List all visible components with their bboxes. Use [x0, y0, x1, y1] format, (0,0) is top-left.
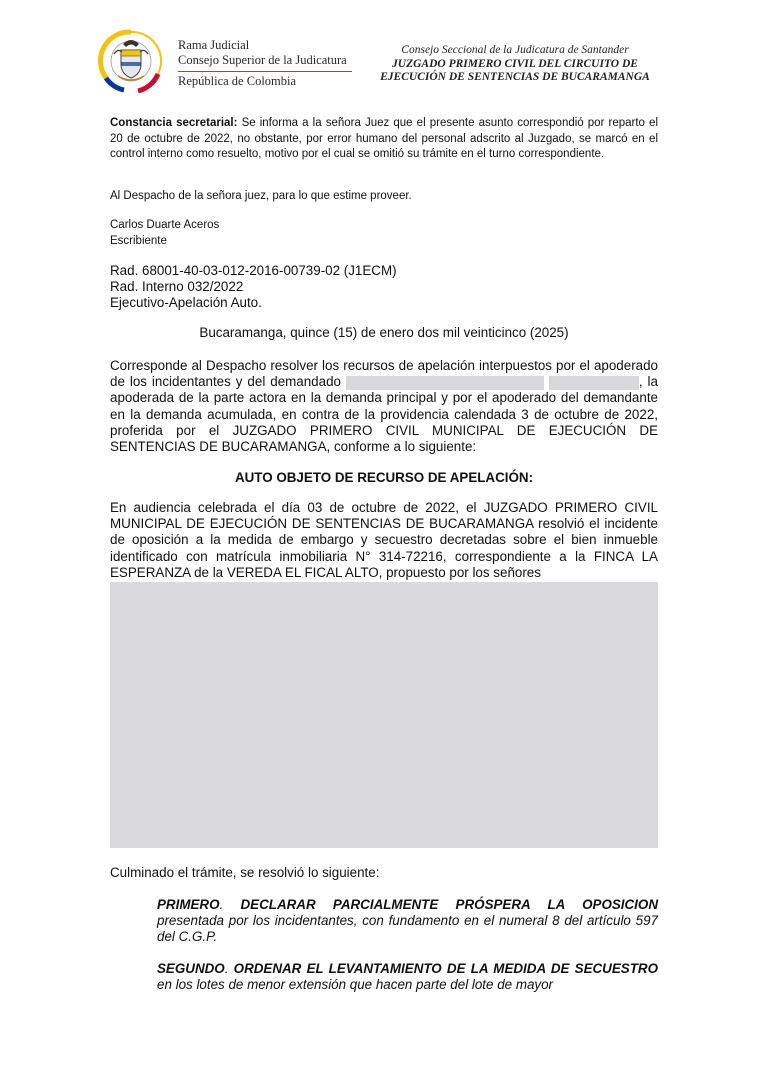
resolution-action: DECLARAR PARCIALMENTE PRÓSPERA LA OPOSICION [240, 897, 658, 912]
al-despacho-line: Al Despacho de la señora juez, para lo que estime proveer. [110, 190, 412, 202]
organization-name [178, 38, 347, 68]
judicial-logo [92, 24, 362, 94]
constancia-label: Constancia secretarial: [110, 117, 238, 129]
court-name: JUZGADO PRIMERO CIVIL DEL CIRCUITO DE EJECUCIÓN DE SENTENCIAS DE BUCARAMANGA [380, 57, 650, 83]
redacted-name-1 [346, 376, 544, 390]
court-header [360, 44, 670, 85]
resolution-primero [157, 897, 658, 946]
signer-name: Carlos Duarte Aceros [110, 219, 220, 231]
resolution-lead: SEGUNDO [157, 961, 225, 976]
org-divider [178, 71, 352, 72]
resolution-action: ORDENAR EL LEVANTAMIENTO DE LA MEDIDA DE SECUESTRO [233, 961, 658, 976]
case-radicado: Rad. 68001-40-03-012-2016-00739-02 (J1ECM) [110, 263, 397, 278]
org-country: República de Colombia [178, 74, 297, 88]
constancia-paragraph [110, 116, 658, 163]
org-line-1: Rama Judicial [178, 38, 250, 52]
resolution-text: en los lotes de menor extensión que hacen parte del lote de mayor [157, 977, 554, 993]
culminado-line: Culminado el trámite, se resolvió lo siguiente: [110, 865, 380, 880]
redacted-name-2 [549, 376, 639, 390]
intro-text-2: , la apoderada de la parte actora en la demanda principal y por el apoderado del demandante en la demanda acumulada, en contra de la providencia calendada 3 de octubre de 2022, proferida por el JUZGADO PRIMERO CIVIL MUNICIPAL DE EJECUCIÓN DE SENTENCIAS DE BUCARAMANGA, conforme a lo siguiente: [110, 374, 658, 455]
intro-paragraph [110, 358, 658, 455]
resolution-text: presentada por los incidentantes, con fundamento en el numeral 8 del artículo 597 del C.G.P. [157, 913, 658, 945]
redacted-block [110, 582, 658, 848]
audiencia-paragraph: En audiencia celebrada el día 03 de octubre de 2022, el JUZGADO PRIMERO CIVIL MUNICIPAL DE EJECUCIÓN DE SENTENCIAS DE BUCARAMANGA resolvió el incidente de oposición a la medida de embargo y secuestro decretadas sobre el bien inmueble identificado con matrícula inmobiliaria N° 314-72216, correspondiente a la FINCA LA ESPERANZA de la VEREDA EL FICAL ALTO, propuesto por los señores [110, 500, 658, 580]
resolution-dot: . [224, 961, 234, 976]
case-internal-number: Rad. Interno 032/2022 [110, 279, 244, 295]
signer-block [110, 218, 658, 249]
section-title: AUTO OBJETO DE RECURSO DE APELACIÓN: [234, 470, 534, 485]
constancia-text: Se informa a la señora Juez que el presente asunto correspondió por reparto el 20 de octubre de 2022, no obstante, por error humano del personal adscrito al Juzgado, se marcó en el control interno como resuelto, motivo por el cual se omitió su trámite en el turno correspondiente. [110, 117, 658, 160]
resolution-lead: PRIMERO [157, 897, 220, 912]
signer-role: Escribiente [110, 234, 167, 247]
org-line-2: Consejo Superior de la Judicatura [178, 53, 347, 67]
intro-text-1: Corresponde al Despacho resolver los recursos de apelación interpuestos por el apoderado de los incidentantes y del demandado [110, 358, 658, 390]
colombia-coat-of-arms-icon [96, 26, 166, 96]
date-line: Bucaramanga, quince (15) de enero dos mil veinticinco (2025) [199, 325, 569, 340]
case-info [110, 263, 658, 312]
council-name: Consejo Seccional de la Judicatura de Santander [401, 44, 629, 56]
resolution-dot: . [219, 897, 241, 912]
case-type: Ejecutivo-Apelación Auto. [110, 295, 262, 311]
resolution-segundo [157, 961, 658, 993]
